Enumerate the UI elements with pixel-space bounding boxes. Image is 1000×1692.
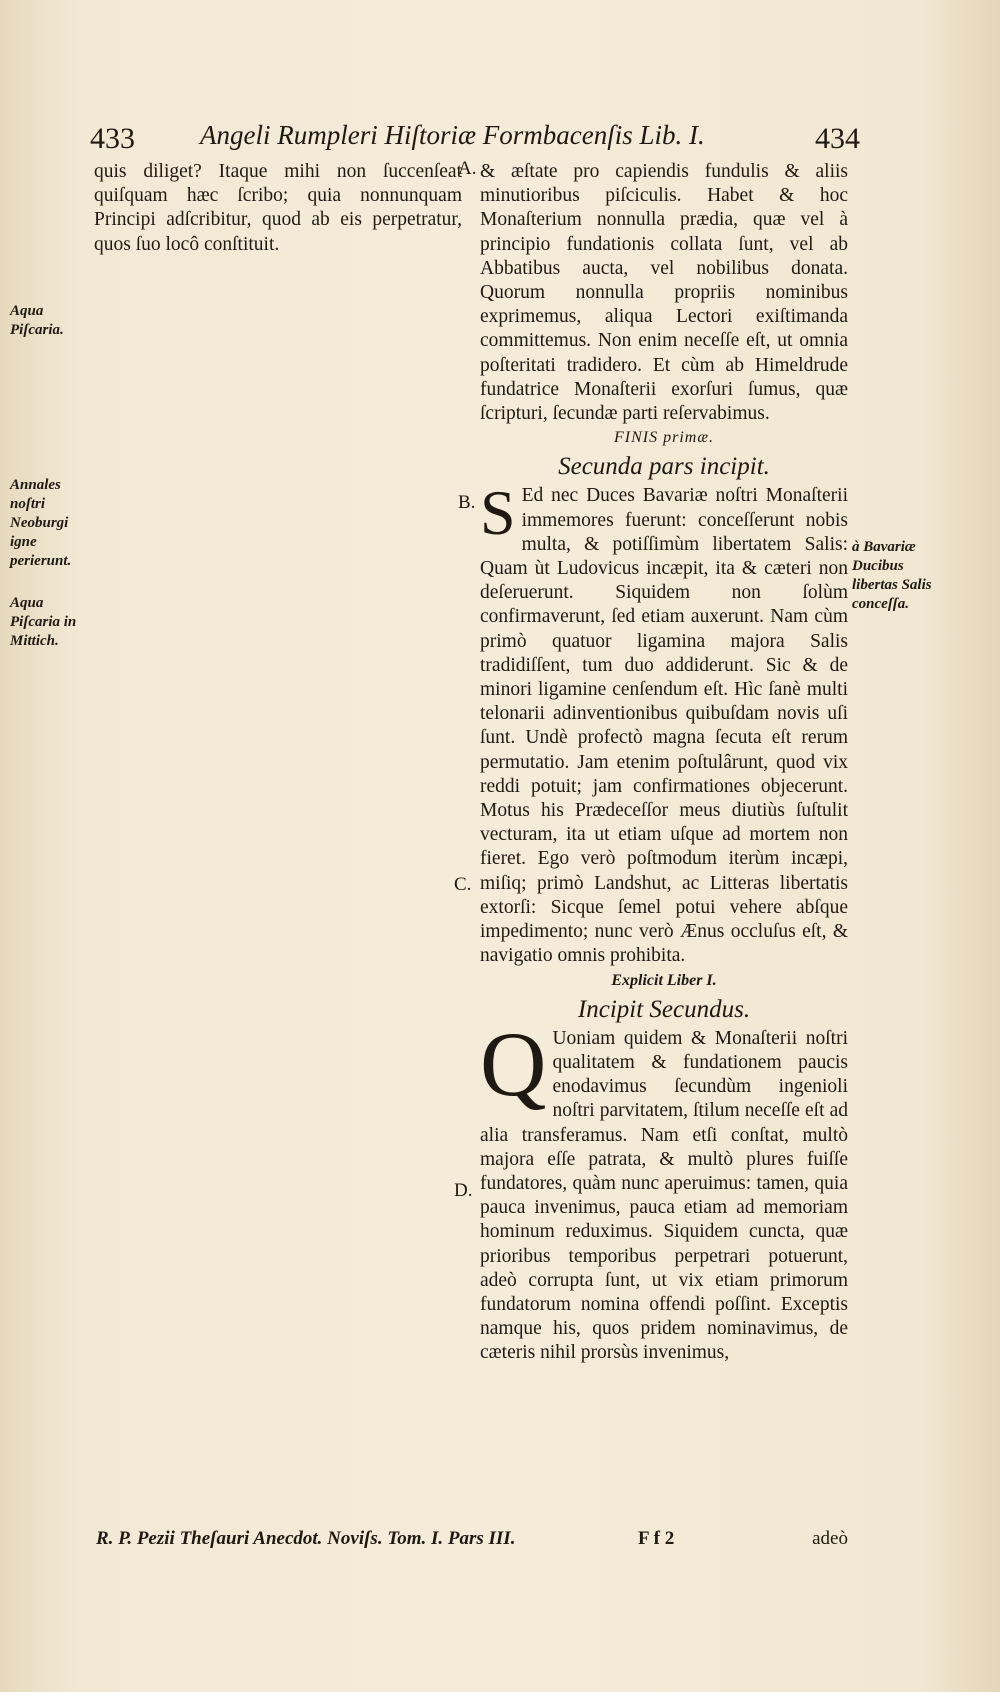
sheet-mark: F f 2 <box>638 1528 675 1549</box>
right-paragraph-2: Ed nec Duces Bavariæ noſtri Monaſterii immemores fuerunt: conceſſerunt nobis multa, & potiſſimùm libertatem Salis: Quam ùt Ludovicus incæpit, ita & cæteri non deſeruerunt. Siquidem non ſolùm confirmaverunt, ſed etiam auxerunt. Nam cùm primò quatuor ligamina majora Salis tradidiſſent, tum duo addiderunt. Sic & de minori ligamine cenſendum eſt. Hìc ſanè multi telonarii adinventionibus quibuſdam novis uſi ſunt. Undè profectò magna ſecuta eſt rerum permutatio. Jam etenim poſtulârunt, quod vix reddi potuit; jam confirmationes objecerunt. Motus his Prædeceſſor meus diutiùs ſuſtulit vecturam, ita ut etiam uſque ad mortem non fieret. Ego verò poſtmodum iterùm incæpi, miſiq; primò Landshut, ac Litteras libertatis extorſi: Sicque ſemel potui vehere abſque impedimento; nunc verò Ænus occluſus eſt, & navigatio omnis prohibita. <box>480 485 848 967</box>
page-number-right: 434 <box>815 122 860 155</box>
left-column <box>94 160 462 257</box>
running-title: Angeli Rumpleri Hiſtoriæ Formbacenſis Lib. I. <box>200 120 705 150</box>
paragraph-secunda <box>480 477 848 968</box>
margin-note-bavaria: à Bavariæ Ducibus libertas Salis conceſſa. <box>852 539 932 612</box>
margin-note-aqua-mittich: Aqua Piſcaria in Mittich. <box>10 595 77 649</box>
right-paragraph-3: Uoniam quidem & Monaſterii noſtri qualitatem & fundationem paucis enodavimus ſecundùm ingenioli noſtri parvitatem, ſtilum neceſſe eſt ad alia transferamus. Nam etſi conſtat, multò majora eſſe patrata, & multò plures fuiſſe fundatores, quàm nunc aperuimus: tamen, quia pauca invenimus, pauca etiam ad memoriam hominum reduximus. Siquidem cuncta, quæ prioribus temporibus perpetrari potuerunt, adeò corrupta ſunt, ut vix etiam primorum fundatorum nomina offendi poſſint. Exceptis namque his, quos pridem nominavimus, de cæteris nihil prorsùs invenimus, <box>480 1027 848 1364</box>
right-paragraph-1: & æſtate pro capiendis fundulis & aliis minutioribus piſciculis. Habet & hoc Monaſterium nonnulla prædia, quæ vel à principio fundationis collata ſunt, vel ab Abbatibus aucta, vel nobilibus donata. Quorum nonnulla propriis nominibus exprimemus, aliqua Lectori exiſtimanda committemus. Non enim neceſſe eſt, ut omnia poſteritati tradidero. Et cùm ab Himeldrude fundatrice Monaſterii exorſuri ſumus, quæ ſcripturi, ſecundæ parti reſervabimus. <box>480 161 848 425</box>
dropcap-s: S <box>480 477 516 549</box>
left-paragraph-1: quis diliget? Itaque mihi non ſuccenſeat quiſquam hæc ſcribo; quia nonnunquam Principi adſcribitur, quod ab eis perpetratur, quos ſuo locô conſtituit. <box>94 161 462 255</box>
section-heading-incipit: Incipit Secundus. <box>577 995 751 1023</box>
section-letter-c: C. <box>454 874 472 895</box>
section-letter-a: A. <box>458 158 477 179</box>
page-footer <box>96 1528 848 1558</box>
page-number-left: 433 <box>90 122 135 155</box>
margin-note-aqua-piscaria: Aqua Piſcaria. <box>10 303 64 338</box>
margin-note-annales: Annales noſtri Neoburgi igne perierunt. <box>10 477 72 569</box>
finis-line: FINIS primæ. <box>614 429 714 447</box>
paragraph-incipit <box>480 1012 848 1366</box>
right-column <box>480 160 848 1366</box>
explicit-line: Explicit Liber I. <box>611 971 717 989</box>
dropcap-q: Q <box>480 1012 547 1115</box>
footer-signature: R. P. Pezii Theſauri Anecdot. Noviſs. Tom. I. Pars III. <box>96 1528 516 1549</box>
section-letter-b: B. <box>458 492 476 513</box>
catchword: adeò <box>812 1528 848 1549</box>
section-heading-secunda: Secunda pars incipit. <box>558 453 770 481</box>
section-letter-d: D. <box>454 1180 473 1201</box>
page-header <box>90 118 860 158</box>
